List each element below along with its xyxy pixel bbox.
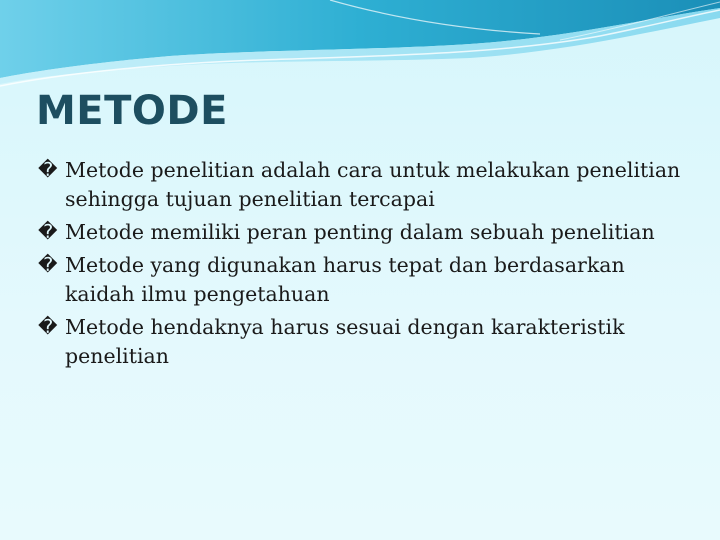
bullet-text: Metode memiliki peran penting dalam sebuah penelitian <box>65 220 655 244</box>
bullet-marker-icon: � <box>38 221 58 243</box>
header-wave-decoration <box>0 0 720 90</box>
slide-title: METODE <box>36 88 228 134</box>
bullet-text: Metode yang digunakan harus tepat dan berdasarkan kaidah ilmu pengetahuan <box>65 253 625 306</box>
bullet-text: Metode penelitian adalah cara untuk melakukan penelitian sehingga tujuan penelitian tercapai <box>65 158 681 211</box>
bullet-item <box>38 218 698 247</box>
bullet-marker-icon: � <box>38 159 58 181</box>
bullet-item <box>38 156 698 214</box>
bullet-marker-icon: � <box>38 254 58 276</box>
bullet-item <box>38 313 698 371</box>
bullet-marker-icon: � <box>38 316 58 338</box>
bullet-item <box>38 251 698 309</box>
bullet-text: Metode hendaknya harus sesuai dengan karakteristik penelitian <box>65 315 625 368</box>
bullet-list <box>38 156 698 375</box>
